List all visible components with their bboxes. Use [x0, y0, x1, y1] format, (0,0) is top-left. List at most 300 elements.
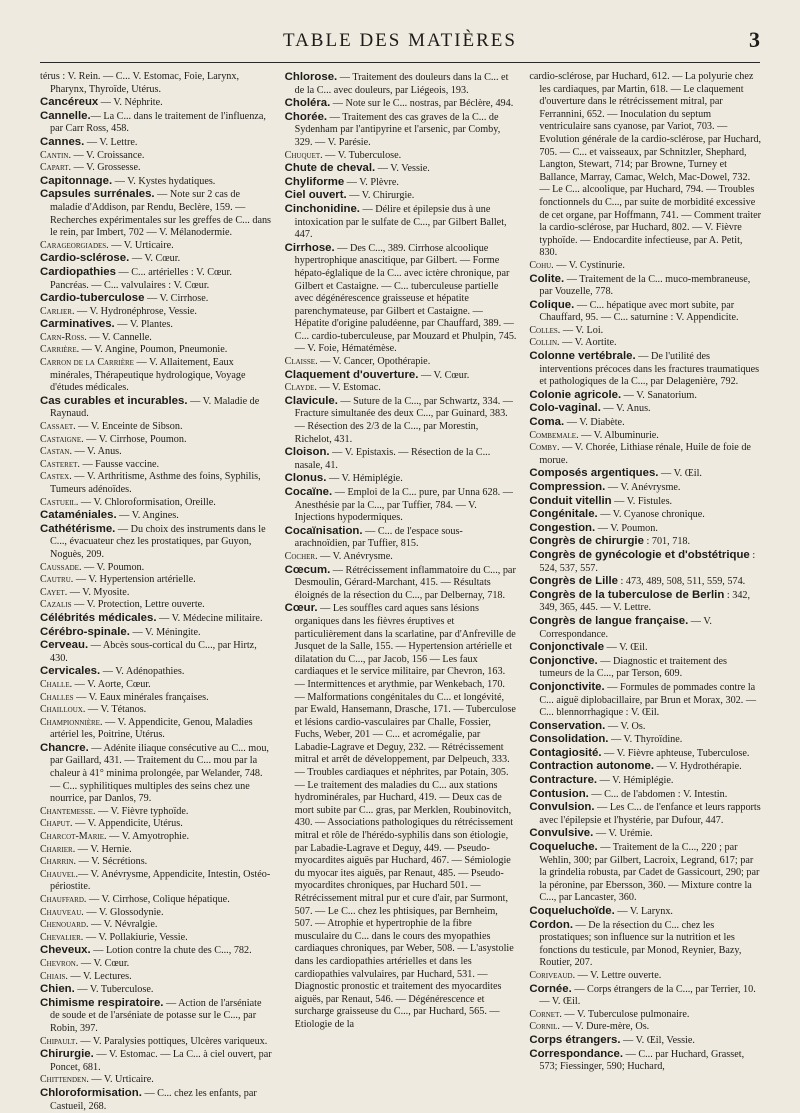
- page-header: [40, 27, 760, 54]
- entry-heading: Choléra.: [284, 97, 331, 110]
- entry-author: Cassaet.: [40, 421, 76, 433]
- entry-text: — V. Maladie de Raynaud.: [50, 395, 260, 420]
- entry-text: — V. Lettre.: [84, 136, 138, 148]
- index-entry: [529, 1034, 762, 1048]
- index-entry: [40, 704, 273, 717]
- entry-author: Coriveaud.: [529, 969, 576, 981]
- entry-heading: Clavicule.: [284, 394, 338, 407]
- index-entry: [40, 1036, 273, 1049]
- entry-heading: Conjonctivite.: [529, 680, 605, 693]
- index-entry: [529, 747, 762, 761]
- entry-heading: Cœur.: [284, 602, 318, 615]
- index-entry: [40, 421, 273, 434]
- entry-text: — V. Œil.: [658, 468, 702, 480]
- entry-text: — Formules de pommades contre la C... aiguë diplobacillaire, par Brun et Morax, 302. — C... blennorrhagique : V. Œil.: [539, 681, 757, 719]
- entry-text: — V. Chloroformisation, Oreille.: [78, 496, 216, 508]
- entry-author: Carlier.: [40, 305, 75, 317]
- entry-text: — V. Anévrysme, Appendicite, Intestin, Ostéo-périostite.: [50, 868, 271, 893]
- index-entry: [40, 692, 273, 705]
- entry-text: — V. Urticaire.: [88, 1074, 154, 1086]
- entry-text: — V. Hypertension artérielle.: [73, 574, 196, 586]
- entry-text: — V. Fièvre typhoïde.: [95, 805, 189, 817]
- entry-text: — Délire et épilepsie dus à une intoxication par le sulfate de C..., par Gilbert Ballet, 447.: [294, 203, 507, 241]
- index-entry: [40, 869, 273, 894]
- entry-author: Carron de la Carrière: [40, 357, 134, 369]
- index-entry: [40, 446, 273, 459]
- header-rule: [40, 62, 760, 63]
- entry-heading: Congrès de la tuberculose de Berlin: [529, 588, 725, 601]
- index-entry: [529, 905, 762, 919]
- entry-text: — C... par Huchard, Grasset, 573; Fiessinger, 590; Huchard,: [539, 1048, 745, 1073]
- entry-text: — V. Paralysies pottiques, Ulcères variqueux.: [77, 1035, 268, 1047]
- index-entry: [40, 587, 273, 600]
- entry-text: — V. Tuberculose.: [74, 984, 154, 996]
- entry-author: Castan.: [40, 446, 72, 458]
- index-entry: [529, 827, 762, 841]
- entry-heading: Colite.: [529, 272, 565, 285]
- entry-text: — V. Tétanos.: [85, 704, 147, 716]
- entry-text: — V. Appendicite, Utérus.: [72, 818, 183, 830]
- index-entry: [40, 292, 273, 306]
- index-entry: [40, 175, 273, 189]
- entry-author: Challe.: [40, 678, 73, 690]
- entry-author: Challes: [40, 691, 74, 703]
- index-entry: [40, 395, 273, 421]
- entry-text: — V. Aortite.: [559, 337, 617, 349]
- index-entry: [40, 523, 273, 562]
- entry-text: — V. Diabète.: [564, 417, 625, 429]
- index-entry: [40, 574, 273, 587]
- index-entry: [285, 551, 518, 564]
- entry-text: — V. Anévrysme.: [605, 482, 681, 493]
- entry-text: — V. Aorte, Cœur.: [72, 678, 151, 690]
- entry-text: — V. Fièvre aphteuse, Tuberculose.: [601, 747, 750, 759]
- entry-author: Combemale.: [529, 429, 579, 441]
- index-entry: [40, 497, 273, 510]
- entry-heading: Coqueluchoïde.: [529, 905, 615, 917]
- entry-author: Comby.: [529, 442, 560, 454]
- index-entry: [529, 430, 762, 443]
- index-entry: [40, 136, 273, 150]
- index-entry: [285, 111, 518, 150]
- entry-text: — V. Poumon.: [595, 522, 658, 534]
- entry-text: — V. Œil, Vessie.: [620, 1034, 695, 1046]
- entry-heading: Capitonnage.: [40, 174, 113, 187]
- index-entry: [529, 655, 762, 681]
- entry-heading: Cinchonidine.: [284, 202, 360, 215]
- entry-text: — Emploi de la C... pure, par Unna 628. — Anesthésie par la C..., par Tuffier, 784. — V. Injections hypodermiques.: [294, 487, 513, 524]
- index-entry: [529, 760, 762, 774]
- entry-text: — V. Hémiplégie.: [326, 473, 403, 485]
- entry-text: — Suture de la C..., par Schwartz, 334. — Fracture simultanée des deux C..., par Guinard, 383. — Résection des 2/3 de la C..., par Morestin, Richelot, 431.: [294, 395, 513, 445]
- entry-text: : 524, 537, 557.: [539, 549, 756, 574]
- entry-heading: Carminatives.: [40, 318, 115, 331]
- entry-heading: Chloroformisation.: [40, 1086, 142, 1099]
- entry-heading: Cornée.: [529, 982, 572, 995]
- entry-author: Carn-Ross.: [40, 331, 87, 343]
- entry-author: Castaigne.: [40, 433, 84, 445]
- entry-text: — Rétrécissement inflammatoire du C..., par Desmoulin, Gérard-Marchant, 415. — Résultats éloignés de la résection du C..., par Delbernay, 718.: [294, 564, 516, 601]
- entry-text: — V. Névralgie.: [88, 919, 158, 931]
- index-entry: [40, 612, 273, 626]
- index-entry: [40, 471, 273, 496]
- entry-heading: Chute de cheval.: [284, 162, 376, 175]
- index-entry: [40, 818, 273, 831]
- entry-text: — V. Glossodynie.: [83, 906, 164, 918]
- index-entry: [529, 522, 762, 536]
- index-entry: [40, 150, 273, 163]
- entry-heading: Compression.: [529, 481, 606, 493]
- entry-heading: Capsules surrénales.: [40, 188, 155, 201]
- index-entry: [285, 150, 518, 163]
- index-entry: [529, 467, 762, 481]
- entry-text: — V. Cœur.: [418, 369, 470, 381]
- index-entry: [40, 599, 273, 612]
- entry-text: — V. Allaitement, Eaux minérales, Thérapeutique hydrologique, Voyage d'études médicales.: [50, 357, 246, 394]
- entry-heading: Congrès de langue française.: [529, 614, 689, 627]
- entry-text: — C... chez les enfants, par Castueil, 268.: [50, 1087, 257, 1112]
- entry-heading: Conservation.: [529, 719, 606, 732]
- entry-text: — Note sur 2 cas de maladie d'Addison, par Rendu, Beclère, 159. — Recherches expérimentales sur les greffes de C... dans le rein, par Imbert, 702 — V. Mélanodermie.: [50, 189, 272, 239]
- entry-text: — V. Thyroïdine.: [608, 734, 683, 746]
- index-entry: [40, 434, 273, 447]
- entry-text: — V. Anus.: [600, 403, 651, 415]
- entry-text: — V. Cœur.: [129, 253, 181, 265]
- entry-author: Cautru.: [40, 574, 74, 586]
- page-title: TABLE DES MATIÈRES: [283, 30, 517, 51]
- entry-heading: Cérébro-spinale.: [40, 625, 130, 638]
- entry-text: — V. Plèvre.: [344, 176, 399, 188]
- entry-author: Chauveau.: [40, 906, 84, 918]
- index-entry: [40, 997, 273, 1036]
- index-entry: [40, 71, 273, 96]
- entry-heading: Correspondance.: [529, 1047, 624, 1060]
- index-entry: [40, 983, 273, 997]
- index-entry: [285, 242, 518, 356]
- index-entry: [285, 446, 518, 472]
- entry-text: — V. Os.: [605, 720, 646, 732]
- entry-author: Castex.: [40, 471, 72, 483]
- entry-text: — V. Poumon.: [81, 561, 145, 573]
- index-entry: [40, 96, 273, 110]
- entry-heading: Convulsion.: [529, 801, 595, 814]
- entry-author: Collin.: [529, 337, 560, 349]
- entry-text: cardio-sclérose, par Huchard, 612. — La polyurie chez les cardiaques, par Martin, 618. — Le claquement d'ouverture dans le rétrécissement mitral, par Ferrannini, 652. — Inoculation du septum ventriculaire sans cyanose, par Variot, 703. — Evolution générale de la cardio-sclérose, par Huchard, 705. — C... et vaisseaux, par Schnitzler, Shephard, Langton, Stewart, 714; par Browne, Turney et Ballance, Marray, Camac, Welch, Mac-Dowel, 732. — Le C... alcoolique, par Huchard, 794. — Troubles fonctionnels du C..., par suite de morbidité excessive de cet organe, par Hoffmann, 741. — Comment traiter la cardio-sclérose, par Huchard, 802. — V. Fièvre typhoïde. — Endocardite infectieuse, par A. Petit, 830.: [529, 71, 762, 259]
- index-entry: [40, 110, 273, 136]
- index-entry: [529, 508, 762, 522]
- index-entry: [529, 1048, 762, 1074]
- entry-text: — V. Sanatorium.: [621, 389, 697, 401]
- index-entry: [285, 382, 518, 395]
- entry-author: Clayde.: [284, 382, 317, 394]
- entry-author: Claisse.: [284, 356, 318, 368]
- entry-heading: Cheveux.: [40, 944, 91, 957]
- index-entry: [40, 679, 273, 692]
- entry-text: — V. Hémiplégie.: [597, 775, 674, 787]
- entry-heading: Contusion.: [529, 787, 589, 800]
- entry-heading: Congrès de chirurgie: [529, 535, 644, 548]
- entry-text: — V. Dure-mère, Os.: [559, 1021, 650, 1033]
- entry-author: Carrière.: [40, 344, 80, 356]
- index-entry: [285, 525, 518, 551]
- index-column-1: [40, 71, 273, 1112]
- entry-text: — V. Estomac.: [316, 382, 381, 394]
- index-entry: [529, 589, 762, 615]
- entry-heading: Cœcum.: [284, 563, 331, 576]
- entry-text: — V. Pollakiurie, Vessie.: [83, 931, 188, 943]
- index-entry: [529, 350, 762, 389]
- entry-text: — V. Anus.: [71, 446, 122, 458]
- entry-text: — V. Larynx.: [614, 906, 673, 917]
- entry-text: — V. Arthritisme, Asthme des foins, Syphilis, Tumeurs adénoïdes.: [50, 471, 261, 495]
- page-number: 3: [749, 27, 760, 52]
- entry-text: — V. Sécrétions.: [76, 856, 148, 868]
- index-entry: [529, 801, 762, 827]
- index-entry: [40, 266, 273, 292]
- entry-text: — V. Tuberculose pulmonaire.: [561, 1008, 690, 1020]
- index-entry: [40, 626, 273, 640]
- index-entry: [529, 337, 762, 350]
- index-entry: [529, 481, 762, 495]
- entry-text: — V. Grossesse.: [71, 162, 141, 174]
- entry-heading: Conduit vitellin: [529, 494, 612, 507]
- index-entry: [40, 894, 273, 907]
- entry-heading: Chancre.: [40, 741, 89, 754]
- index-entry: [40, 1074, 273, 1087]
- entry-text: — V. Appendicite, Genou, Maladies artériel les, Poitrine, Utérus.: [50, 716, 253, 741]
- entry-text: — Traitement de la C... muco-membraneuse, par Vouzelle, 778.: [539, 273, 751, 298]
- entry-text: — V. Lectures.: [67, 970, 132, 982]
- entry-author: Cazalis: [40, 599, 72, 611]
- index-entry: [285, 176, 518, 190]
- entry-text: : 473, 489, 508, 511, 559, 574.: [617, 576, 746, 588]
- index-entry: [40, 188, 273, 239]
- index-entry: [529, 720, 762, 734]
- entry-text: : 342, 349, 365, 445. — V. Lettre.: [539, 589, 751, 614]
- entry-author: Carageorgiades.: [40, 239, 109, 251]
- entry-text: — Traitement des cas graves de la C... de Sydenham par l'antipyrine et l'arsenic, par Comby, 329. — V. Parésie.: [294, 111, 501, 148]
- index-entry: [529, 325, 762, 338]
- entry-heading: Chirurgie.: [40, 1048, 94, 1061]
- entry-text: — V. Loi.: [560, 324, 604, 336]
- entry-text: — V. Œil.: [604, 642, 648, 654]
- index-entry: [529, 970, 762, 983]
- entry-text: — Fausse vaccine.: [79, 458, 160, 470]
- index-entry: [529, 299, 762, 325]
- entry-text: — Corps étrangers de la C..., par Terrier, 10. — V. Œil.: [539, 983, 756, 1008]
- entry-heading: Congestion.: [529, 521, 596, 534]
- entry-text: — V. Urticaire.: [108, 239, 174, 251]
- entry-author: Cayet.: [40, 586, 68, 598]
- index-columns: [40, 71, 762, 1112]
- entry-author: Chevalier.: [40, 931, 84, 943]
- entry-text: — V. Angine, Poumon, Pneumonie.: [79, 344, 228, 356]
- entry-author: Chailloux.: [40, 704, 86, 716]
- entry-heading: Contracture.: [529, 774, 598, 787]
- entry-text: — Les souffles card aques sans lésions organiques dans les fièvres éruptives et particulièrement dans la scarlatine, par d'Anfreville de Jusquet de la Salle, 155. — Hypertension artérielle et dilatation du C..., par Jacob, 156 — Les faux cardiaques et le service militaire, par Chevron, 163. — Intermittences et arythmie, par Wenkebach, 170. — Malformations congénitales du C... et longévité, par Ewald, Hansemann, Drasche, 171. — Tuberculose et lésions cardio-vasculaires par Challe, Fossier, Fuchs, Weber, 201 — C... et acromégalie, par Labadie-Lagrave et Deguy, 232. — Rétrécissement mitral et arrêt de développement, par Delpeuch, 333. — Troubles cardiaques et néphrites, par Potain, 305. — Le traitement des maladies du C... aux stations hydrominérales, par Huchard, 419. — Deux cas de mort subite par C... gras, par Merklen, Roubinovitch, 430. — Associations pathologiques du rétrécissement mitral et rôle de l'hérédo-syphilis dans son étiologie, par Labadie-Lagrave et Deguy, 449. — Pseudo-myocardites aiguës par Huchard, 467. — Sémiologie du myocar ites aiguës, par Renaut, 485. — Pseudo-myocardites chroniques, par Huchard 501. — Rétrécissement mitral pur et cure d'air, par Surmont, 507. — Le C... chez les phtisiques, par Bernheim, 507. — Atrophie et hypertrophie de la fibre musculaire du C... dans le cours des myopathies cardiaques chroniques, par Weber, 508. — L'asystolie dans les cardiopathies artérielles et dans les cardiopathies valvulaires, par Huchard, 531. — Diagnostic pronostic et traitement des myocardites aiguës, par Renaut, 546. — Dégénérescence et surcharge graisseuse du C..., par Huchard, 565. — Etiologie de la: [294, 603, 516, 1030]
- index-entry: [529, 535, 762, 549]
- entry-text: — V. Epistaxis. — Résection de la C... nasale, 41.: [294, 447, 491, 471]
- entry-heading: Claquement d'ouverture.: [284, 368, 419, 381]
- index-entry: [40, 665, 273, 679]
- entry-text: — V. Cirrhose, Colique hépatique.: [86, 894, 230, 905]
- entry-text: — V. Enceinte de Sibson.: [75, 421, 183, 433]
- index-entry: [40, 562, 273, 575]
- index-entry: [40, 742, 273, 806]
- entry-author: Chittenden.: [40, 1074, 89, 1086]
- entry-author: Chauvel.: [40, 868, 78, 880]
- entry-author: Capart.: [40, 162, 72, 174]
- entry-heading: Cocaïnisation.: [284, 524, 363, 537]
- entry-heading: Corps étrangers.: [529, 1033, 621, 1046]
- index-entry: [285, 356, 518, 369]
- index-entry: [285, 486, 518, 525]
- entry-text: — V. Adénopathies.: [100, 666, 185, 678]
- entry-heading: Conjonctive.: [529, 654, 598, 667]
- entry-author: Caussade.: [40, 561, 82, 573]
- entry-text: — V. Cancer, Opothérapie.: [317, 356, 431, 368]
- entry-text: — C... de l'espace sous-arachnoïdien, par Tuffier, 815.: [294, 525, 463, 550]
- index-entry: [40, 162, 273, 175]
- index-entry: [40, 971, 273, 984]
- entry-heading: Congénitale.: [529, 508, 598, 521]
- entry-text: — V. Vessie.: [375, 163, 430, 175]
- entry-heading: Cocaïne.: [284, 486, 333, 498]
- index-entry: [40, 332, 273, 345]
- entry-author: Cohu.: [529, 259, 554, 271]
- index-entry: [529, 416, 762, 430]
- index-entry: [40, 806, 273, 819]
- entry-heading: Coqueluche.: [529, 841, 598, 854]
- entry-author: Colles.: [529, 324, 561, 336]
- index-entry: [40, 958, 273, 971]
- entry-text: — V. Kystes hydatiques.: [112, 175, 216, 187]
- entry-heading: Cas curables et incurables.: [40, 394, 188, 407]
- entry-author: Charier.: [40, 843, 76, 855]
- index-entry: [285, 203, 518, 242]
- entry-author: Chiais.: [40, 970, 68, 982]
- index-entry: [529, 495, 762, 509]
- index-entry: [40, 318, 273, 332]
- index-entry: [529, 273, 762, 299]
- index-entry: [40, 944, 273, 958]
- index-entry: [40, 509, 273, 523]
- entry-text: — V. Fistules.: [611, 495, 673, 507]
- entry-heading: Colonie agricole.: [529, 388, 622, 401]
- entry-author: Castueil.: [40, 496, 79, 508]
- entry-text: — V. Albuminurie.: [578, 429, 659, 441]
- index-entry: [529, 389, 762, 403]
- entry-heading: Cardio-sclérose.: [40, 252, 130, 265]
- entry-heading: Congrès de Lille: [529, 575, 618, 588]
- index-entry: [40, 639, 273, 665]
- index-entry: [529, 402, 762, 416]
- index-entry: [529, 983, 762, 1009]
- index-entry: [40, 831, 273, 844]
- entry-heading: Cannelle.: [40, 109, 91, 122]
- entry-text: — C... de l'abdomen : V. Intestin.: [588, 788, 728, 800]
- entry-author: Chantemesse.: [40, 805, 96, 817]
- index-entry: [529, 1009, 762, 1022]
- index-entry: [40, 919, 273, 932]
- index-entry: [285, 189, 518, 203]
- entry-text: — V. Méningite.: [129, 626, 201, 638]
- entry-text: — V. Cyanose chronique.: [597, 509, 705, 521]
- entry-text: — V. Angines.: [116, 510, 179, 522]
- entry-heading: Contagiosité.: [529, 746, 602, 759]
- entry-heading: Cerveau.: [40, 639, 89, 652]
- index-entry: [529, 575, 762, 589]
- entry-text: — V. Protection, Lettre ouverte.: [71, 599, 205, 611]
- entry-author: Chipault.: [40, 1035, 78, 1047]
- entry-text: térus : V. Rein. — C... V. Estomac, Foie, Larynx, Pharynx, Thyroïde, Utérus.: [40, 71, 240, 95]
- entry-text: — V. Cirrhose, Poumon.: [83, 433, 187, 445]
- entry-heading: Cathétérisme.: [40, 522, 116, 535]
- entry-text: : 701, 718.: [643, 536, 691, 548]
- entry-text: — Traitement de la C..., 220 ; par Wehlin, 300; par Gilbert, Lacroix, Legrand, 617; par la grindelia robusta, par Cadet de Gassicourt, 290; par la péronine, par Ebersson, 360. — Mixture contre la C..., par Lancaster, 360.: [539, 842, 760, 904]
- entry-text: — V. Amyotrophie.: [106, 831, 190, 843]
- entry-author: Chauffard.: [40, 894, 87, 905]
- entry-text: — V. Hernie.: [75, 843, 132, 855]
- entry-text: — V. Correspondance.: [539, 615, 712, 640]
- index-entry: [40, 907, 273, 920]
- entry-heading: Congrès de gynécologie et d'obstétrique: [529, 548, 750, 561]
- entry-text: — V. Cystinurie.: [553, 259, 625, 271]
- index-entry: [529, 641, 762, 655]
- entry-text: — V. Lettre ouverte.: [575, 969, 662, 981]
- entry-text: — V. Cannelle.: [86, 331, 152, 343]
- index-entry: [40, 932, 273, 945]
- entry-text: — V. Hydrothérapie.: [654, 761, 742, 773]
- entry-author: Casteret.: [40, 458, 80, 470]
- entry-text: — V. Urémie.: [593, 828, 653, 840]
- entry-heading: Consolidation.: [529, 733, 609, 746]
- index-entry: [529, 442, 762, 467]
- entry-heading: Cataméniales.: [40, 509, 117, 522]
- index-entry: [529, 788, 762, 802]
- entry-text: — De l'utilité des interventions précoces dans les fractures traumatiques et pathologiques de la C..., par Delagenière, 792.: [539, 351, 760, 388]
- entry-text: — V. Anévrysme.: [317, 550, 393, 562]
- index-entry: [40, 240, 273, 253]
- entry-heading: Chorée.: [284, 110, 328, 123]
- entry-text: — V. Plantes.: [114, 319, 173, 331]
- index-entry: [40, 357, 273, 395]
- index-column-2: [285, 71, 518, 1045]
- index-entry: [529, 919, 762, 970]
- index-entry: [40, 344, 273, 357]
- index-entry: [529, 733, 762, 747]
- index-entry: [285, 71, 518, 97]
- index-entry: [529, 549, 762, 575]
- entry-text: — V. Croissance.: [70, 149, 145, 161]
- entry-heading: Composés argentiques.: [529, 467, 659, 480]
- index-entry: [40, 844, 273, 857]
- entry-text: — Les C... de l'enfance et leurs rapports avec l'épilepsie et l'hystérie, par Dufour, 447.: [539, 802, 761, 826]
- entry-text: — V. Tuberculose.: [322, 149, 402, 161]
- index-entry: [285, 472, 518, 486]
- entry-author: Chevron.: [40, 957, 79, 969]
- entry-text: — V. Hydronéphrose, Vessie.: [74, 305, 197, 317]
- entry-author: Cornet.: [529, 1008, 562, 1020]
- entry-text: — Du choix des instruments dans le C..., évacuateur chez les prostatiques, par Guyon, Noguès, 209.: [50, 523, 266, 560]
- index-entry: [40, 306, 273, 319]
- entry-heading: Chien.: [40, 983, 75, 996]
- entry-text: — V. Cirrhose.: [144, 293, 209, 305]
- entry-text: — Abcès sous-cortical du C..., par Hirtz, 430.: [50, 640, 257, 664]
- index-entry: [40, 717, 273, 742]
- index-entry: [529, 260, 762, 273]
- entry-text: — Traitement des douleurs dans la C... et de la C... avec douleurs, par Liégeois, 193.: [294, 72, 509, 96]
